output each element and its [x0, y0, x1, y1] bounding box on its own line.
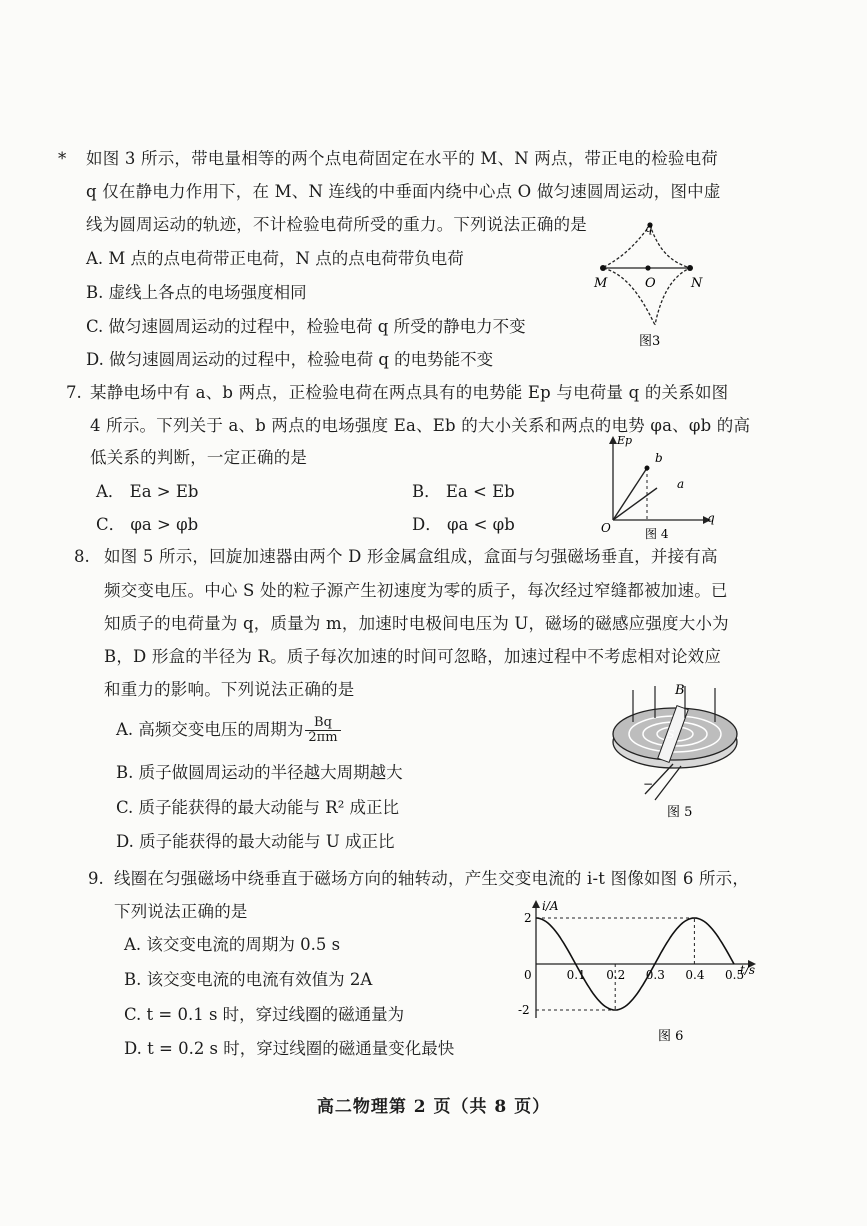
q8-option-a: [116, 716, 341, 745]
fig5-label-s: S: [667, 728, 675, 741]
fig4-origin: O: [601, 521, 611, 535]
q8-option-a-text: A. 高频交变电压的周期为: [116, 720, 304, 739]
fig6-caption: 图 6: [658, 1029, 684, 1044]
period-fraction: [305, 716, 340, 745]
figure-4: [595, 432, 715, 544]
point-b-dot: [645, 466, 650, 471]
q8-option-c: C. 质子能获得的最大动能与 R² 成正比: [116, 798, 400, 817]
fraction-numerator: Bq: [305, 716, 340, 731]
q7-stem-line-1: 某静电场中有 a、b 两点，正检验电荷在两点具有的电势能 Ep 与电荷量 q 的关系如图: [90, 383, 729, 402]
q7-option-c: C． φa > φb: [96, 515, 199, 534]
q6-stem-line-2: q 仅在静电力作用下，在 M、N 连线的中垂面内绕中心点 O 做匀速圆周运动，图中虚: [86, 182, 721, 201]
q8-option-d: D. 质子能获得的最大动能与 U 成正比: [116, 832, 395, 851]
x-axis-label: t/s: [740, 963, 756, 977]
figure-3: [585, 215, 715, 355]
y-axis-arrow: [532, 900, 540, 908]
q9-number: 9.: [88, 869, 104, 888]
q9-option-b: B. 该交变电流的电流有效值为 2A: [124, 970, 373, 989]
x-tick-label: 0.1: [566, 968, 586, 982]
q9-option-d: D. t = 0.2 s 时，穿过线圈的磁通量变化最快: [124, 1039, 455, 1058]
fig3-label-n: N: [691, 276, 703, 291]
x-tick-label: 0.3: [645, 968, 665, 982]
fig3-label-o: O: [645, 276, 656, 291]
q9-option-a: A. 该交变电流的周期为 0.5 s: [124, 935, 341, 954]
y-tick-label: -2: [518, 1003, 530, 1017]
fig4-caption: 图 4: [645, 527, 669, 541]
fig5-caption: 图 5: [667, 805, 693, 820]
q9-stem-line-1: 线圈在匀强磁场中绕垂直于磁场方向的轴转动，产生交变电流的 i-t 图像如图 6 所示，: [114, 869, 750, 888]
fig4-x-label: q: [707, 511, 715, 525]
fig3-label-m: M: [594, 276, 608, 291]
q7-option-a: A． Ea > Eb: [96, 482, 199, 501]
x-tick-label: 0.2: [606, 968, 626, 982]
q8-stem-line-5: 和重力的影响。下列说法正确的是: [104, 680, 355, 699]
q7-option-d: D． φa < φb: [412, 515, 515, 534]
q9-stem-line-2: 下列说法正确的是: [114, 902, 248, 921]
q8-number: 8.: [74, 547, 90, 566]
fig5-label-b: B: [675, 683, 685, 698]
q8-stem-line-1: 如图 5 所示，回旋加速器由两个 D 形金属盒组成，盒面与匀强磁场垂直，并接有高: [104, 547, 718, 566]
q7-stem-line-3: 低关系的判断，一定正确的是: [90, 448, 308, 467]
y-tick-label: 2: [524, 911, 532, 925]
y-axis-label: i/A: [542, 899, 559, 913]
fig3-caption: 图3: [639, 334, 661, 349]
q8-stem-line-2: 频交变电压。中心 S 处的粒子源产生初速度为零的质子，每次经过窄缝都被加速。已: [104, 581, 728, 600]
q6-marker: *: [58, 149, 67, 168]
fig4-label-a: a: [677, 477, 685, 491]
fig4-label-b: b: [655, 451, 663, 465]
x-tick-label: 0: [524, 968, 532, 982]
fig5-minus: −: [643, 777, 654, 791]
center-o-dot: [645, 265, 650, 270]
fig4-y-label: Ep: [617, 434, 633, 447]
q6-option-d: D. 做匀速圆周运动的过程中，检验电荷 q 的电势能不变: [86, 350, 494, 369]
q8-stem-line-4: B，D 形盒的半径为 R。质子每次加速的时间可忽略，加速过程中不考虑相对论效应: [104, 647, 722, 666]
q7-option-b: B． Ea < Eb: [412, 482, 515, 501]
figure-6-chart: [508, 898, 768, 1048]
x-tick-label: 0.5: [725, 968, 745, 982]
x-tick-label: 0.4: [685, 968, 705, 982]
q8-stem-line-3: 知质子的电荷量为 q，质量为 m，加速时电极间电压为 U，磁场的磁感应强度大小为: [104, 614, 729, 633]
charge-m-dot: [600, 265, 606, 271]
q6-option-c: C. 做匀速圆周运动的过程中，检验电荷 q 所受的静电力不变: [86, 317, 526, 336]
q9-option-c: C. t = 0.1 s 时，穿过线圈的磁通量为: [124, 1005, 405, 1024]
q7-stem-line-2: 4 所示。下列关于 a、b 两点的电场强度 Ea、Eb 的大小关系和两点的电势 φa、φb 的高: [90, 416, 751, 435]
q6-option-a: A. M 点的点电荷带正电荷，N 点的点电荷带负电荷: [86, 249, 464, 268]
fig3-label-q: q: [645, 221, 653, 235]
figure-5: [605, 676, 755, 821]
fraction-denominator: 2πm: [308, 730, 338, 745]
q6-stem-line-3: 线为圆周运动的轨迹，不计检验电荷所受的重力。下列说法正确的是: [86, 215, 587, 234]
page-footer: 高二物理第 2 页（共 8 页）: [316, 1097, 551, 1117]
q7-number: 7.: [66, 383, 82, 402]
q8-option-b: B. 质子做圆周运动的半径越大周期越大: [116, 763, 403, 782]
charge-n-dot: [687, 265, 693, 271]
q6-stem-line-1: 如图 3 所示，带电量相等的两个点电荷固定在水平的 M、N 两点，带正电的检验电荷: [86, 149, 719, 168]
q6-option-b: B. 虚线上各点的电场强度相同: [86, 283, 307, 302]
